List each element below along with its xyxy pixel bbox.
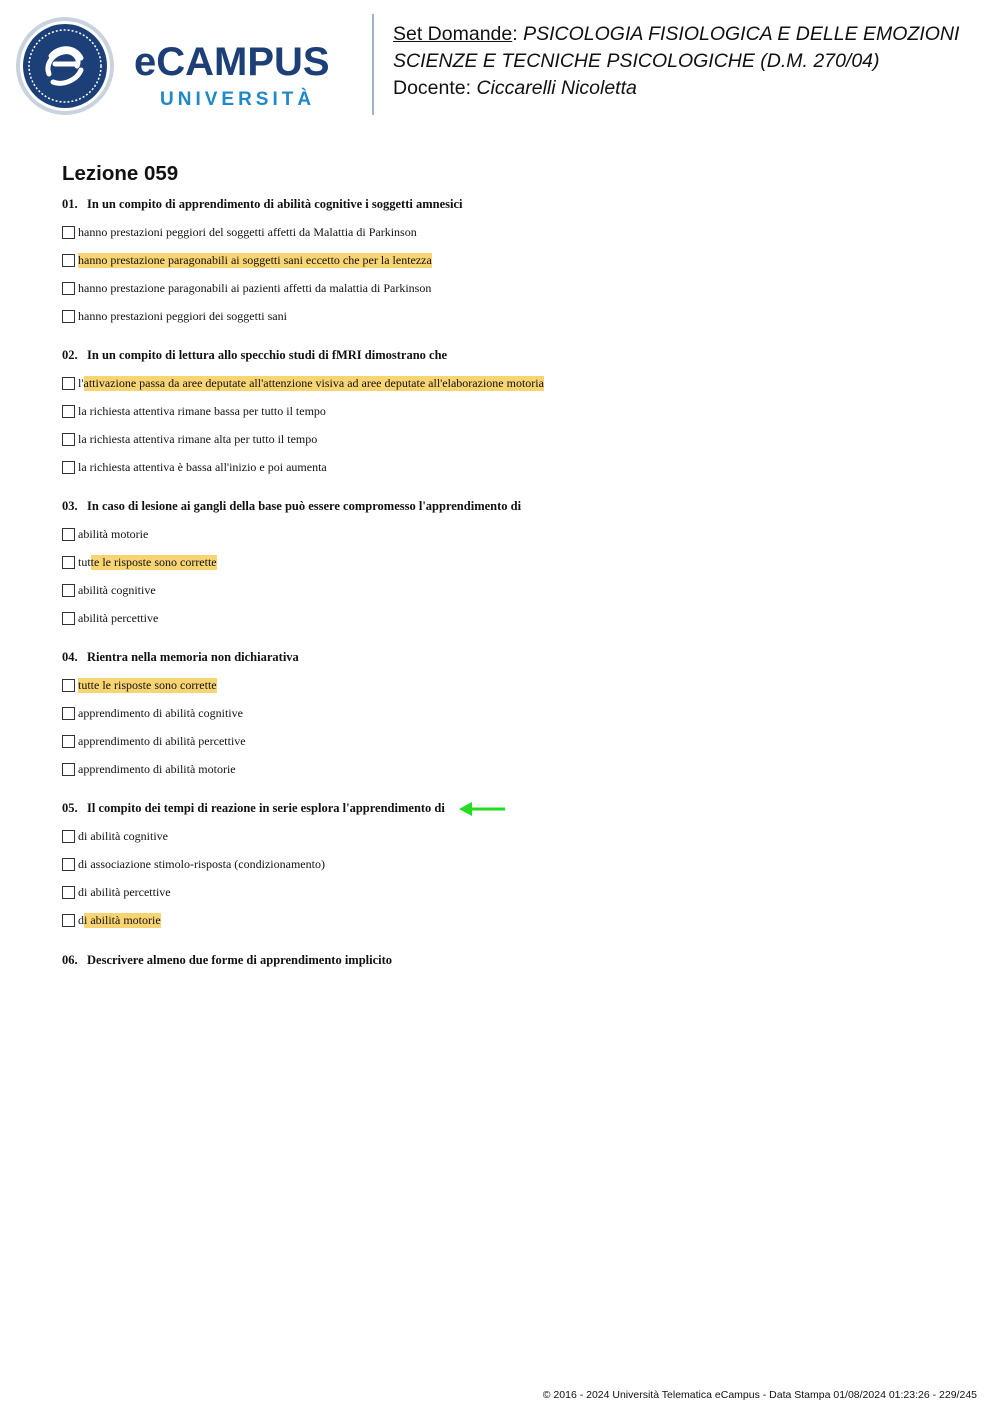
answer-checkbox[interactable] (62, 830, 75, 843)
answer-text: la richiesta attentiva rimane alta per tutto il tempo (78, 431, 318, 446)
answer-text: di abilità percettive (78, 884, 171, 899)
course-degree: SCIENZE E TECNICHE PSICOLOGICHE (D.M. 270/04) (393, 50, 880, 72)
answer-option[interactable] (62, 582, 156, 598)
question-text: In un compito di apprendimento di abilità cognitive i soggetti amnesici (87, 197, 463, 211)
answer-text: hanno prestazioni peggiori del soggetti affetti da Malattia di Parkinson (78, 224, 417, 239)
answer-text: la richiesta attentiva è bassa all'inizio e poi aumenta (78, 459, 327, 474)
answer-checkbox[interactable] (62, 612, 75, 625)
answer-checkbox[interactable] (62, 254, 75, 267)
answer-option[interactable] (62, 403, 326, 419)
question-01 (62, 197, 463, 212)
answer-prefix: tut (78, 554, 91, 569)
answer-checkbox[interactable] (62, 763, 75, 776)
course-line-2 (393, 48, 959, 75)
answer-checkbox[interactable] (62, 914, 75, 927)
answer-option[interactable] (62, 308, 287, 324)
answer-text: apprendimento di abilità percettive (78, 733, 246, 748)
logo-brand-text: eCAMPUS (134, 40, 330, 84)
question-text: Descrivere almeno due forme di apprendimento implicito (87, 953, 393, 967)
teacher-label: Docente: (393, 77, 477, 99)
header-divider (372, 14, 374, 115)
answer-text: apprendimento di abilità motorie (78, 761, 236, 776)
question-02 (62, 348, 447, 363)
question-number: 06. (62, 953, 78, 967)
answer-text: hanno prestazione paragonabili ai pazienti affetti da malattia di Parkinson (78, 280, 432, 295)
teacher-name: Ciccarelli Nicoletta (476, 77, 637, 99)
answer-checkbox[interactable] (62, 226, 75, 239)
answer-option[interactable] (62, 856, 325, 872)
answer-checkbox[interactable] (62, 707, 75, 720)
answer-option[interactable] (62, 828, 168, 844)
question-03 (62, 499, 521, 514)
set-label: Set Domande (393, 23, 513, 45)
answer-option[interactable] (62, 554, 217, 570)
answer-option[interactable] (62, 526, 148, 542)
answer-option[interactable] (62, 459, 327, 475)
answer-highlight: hanno prestazione paragonabili ai soggetti sani eccetto che per la lentezza (78, 252, 432, 267)
question-number: 02. (62, 348, 78, 362)
answer-checkbox[interactable] (62, 556, 75, 569)
answer-checkbox[interactable] (62, 405, 75, 418)
answer-checkbox[interactable] (62, 282, 75, 295)
answer-checkbox[interactable] (62, 735, 75, 748)
question-number: 05. (62, 801, 78, 815)
answer-option[interactable] (62, 431, 317, 447)
answer-checkbox[interactable] (62, 858, 75, 871)
question-text: Il compito dei tempi di reazione in serie esplora l'apprendimento di (87, 801, 445, 815)
answer-text: di associazione stimolo-risposta (condizionamento) (78, 856, 325, 871)
answer-checkbox[interactable] (62, 377, 75, 390)
answer-checkbox[interactable] (62, 886, 75, 899)
answer-checkbox[interactable] (62, 433, 75, 446)
answer-option[interactable] (62, 224, 417, 240)
question-05 (62, 801, 445, 816)
answer-option[interactable] (62, 280, 431, 296)
arrow-left-icon (458, 801, 506, 817)
logo-university-text: UNIVERSITÀ (160, 89, 316, 110)
answer-highlight: attivazione passa da aree deputate all'attenzione visiva ad aree deputate all'elaborazione motoria (83, 375, 544, 390)
question-text: In caso di lesione ai gangli della base può essere compromesso l'apprendimento di (87, 499, 522, 513)
answer-checkbox[interactable] (62, 584, 75, 597)
course-title: PSICOLOGIA FISIOLOGICA E DELLE EMOZIONI (523, 23, 960, 45)
answer-option[interactable] (62, 252, 432, 268)
answer-highlight: i abilità motorie (84, 912, 161, 927)
answer-checkbox[interactable] (62, 310, 75, 323)
answer-option[interactable] (62, 912, 161, 928)
answer-option[interactable] (62, 733, 246, 749)
question-number: 01. (62, 197, 78, 211)
answer-text: la richiesta attentiva rimane bassa per tutto il tempo (78, 403, 326, 418)
question-text: Rientra nella memoria non dichiarativa (87, 650, 299, 664)
answer-option[interactable] (62, 677, 217, 693)
answer-text: abilità percettive (78, 610, 159, 625)
course-line-1 (393, 21, 959, 48)
answer-option[interactable] (62, 761, 236, 777)
set-separator: : (512, 23, 524, 45)
ecampus-seal-logo (15, 16, 115, 116)
answer-text: abilità cognitive (78, 582, 156, 597)
answer-text: abilità motorie (78, 526, 149, 541)
answer-highlight: tutte le risposte sono corrette (78, 677, 217, 692)
page-footer: © 2016 - 2024 Università Telematica eCampus - Data Stampa 01/08/2024 01:23:26 - 229/245 (542, 1389, 977, 1401)
course-info (393, 21, 959, 102)
answer-option[interactable] (62, 884, 171, 900)
answer-prefix: l' (78, 375, 84, 390)
page-header (0, 0, 1000, 130)
ecampus-wordmark-logo (134, 40, 359, 115)
question-text: In un compito di lettura allo specchio studi di fMRI dimostrano che (87, 348, 448, 362)
answer-option[interactable] (62, 610, 158, 626)
answer-text: apprendimento di abilità cognitive (78, 705, 243, 720)
answer-option[interactable] (62, 375, 544, 391)
question-06 (62, 953, 392, 968)
answer-text: hanno prestazioni peggiori dei soggetti sani (78, 308, 287, 323)
question-number: 03. (62, 499, 78, 513)
answer-checkbox[interactable] (62, 528, 75, 541)
question-number: 04. (62, 650, 78, 664)
answer-prefix: d (78, 912, 84, 927)
answer-option[interactable] (62, 705, 243, 721)
course-line-3 (393, 75, 959, 102)
question-04 (62, 650, 299, 665)
answer-checkbox[interactable] (62, 461, 75, 474)
answer-highlight: te le risposte sono corrette (90, 554, 217, 569)
answer-checkbox[interactable] (62, 679, 75, 692)
lesson-title: Lezione 059 (62, 162, 179, 185)
answer-text: di abilità cognitive (78, 828, 168, 843)
